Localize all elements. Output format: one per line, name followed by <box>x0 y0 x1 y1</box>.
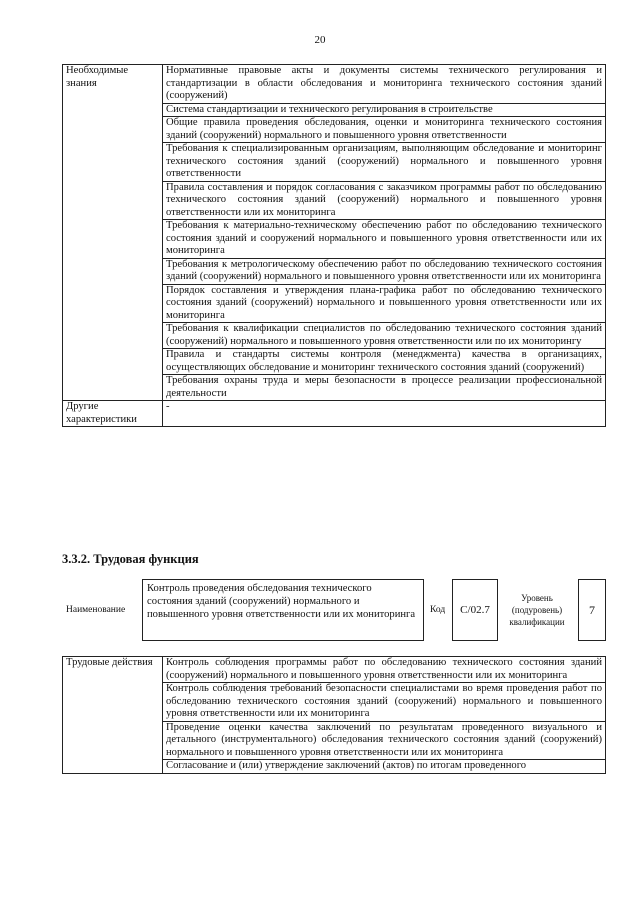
knowledge-row: Система стандартизации и технического регулирования в строительстве <box>163 103 606 117</box>
function-code-value: C/02.7 <box>452 579 498 641</box>
knowledge-row: Требования к метрологическому обеспечению работ по обследованию технического состояния зданий (сооружений) нормального и повышенного уровня ответственности или их мониторинга <box>163 258 606 284</box>
knowledge-row: Общие правила проведения обследования, оценки и мониторинга технического состояния зданий (сооружений) нормального и повышенного уровня ответственности <box>163 117 606 143</box>
other-characteristics-label: Другие характеристики <box>63 401 163 427</box>
level-value: 7 <box>578 579 606 641</box>
function-name-value: Контроль проведения обследования технического состояния зданий (сооружений) нормального и повышенного уровня ответственности или их мониторинга <box>142 579 424 641</box>
action-row: Проведение оценки качества заключений по результатам проведенного визуального и детального (инструментального) обследования технического состояния зданий (сооружений) нормального и повышенного уровня ответственности или их мониторинга <box>163 721 606 760</box>
name-label: Наименование <box>66 605 126 615</box>
knowledge-table <box>62 64 606 427</box>
page-number: 20 <box>314 34 326 46</box>
code-label: Код <box>430 605 446 615</box>
actions-table <box>62 656 606 774</box>
section-title: 3.3.2. Трудовая функция <box>62 552 199 566</box>
other-characteristics-value: - <box>163 401 606 427</box>
knowledge-row: Нормативные правовые акты и документы системы технического регулирования и стандартизации в области обследования и мониторинга технического состояния зданий (сооружений) <box>163 65 606 104</box>
action-row: Согласование и (или) утверждение заключений (актов) по итогам проведенного <box>163 760 606 774</box>
action-row: Контроль соблюдения программы работ по обследованию технического состояния зданий (сооружений) нормального и повышенного уровня ответственности или их мониторинга <box>163 657 606 683</box>
knowledge-row: Правила и стандарты системы контроля (менеджмента) качества в организациях, осуществляющих обследование и мониторинг технического состояния зданий (сооружений) <box>163 349 606 375</box>
knowledge-row: Правила составления и порядок согласования с заказчиком программы работ по обследованию технического состояния зданий (сооружений) нормального и повышенного уровня ответственности или их мониторинга <box>163 181 606 220</box>
action-row: Контроль соблюдения требований безопасности специалистами во время проведения работ по обследованию технического состояния зданий (сооружений) нормального и повышенного уровня ответственности или их мониторинга <box>163 683 606 722</box>
knowledge-label: Необходимые знания <box>63 65 163 401</box>
knowledge-row: Требования охраны труда и меры безопасности в процессе реализации профессиональной деятельности <box>163 375 606 401</box>
knowledge-row: Порядок составления и утверждения плана-графика работ по обследованию технического состояния зданий (сооружений) нормального и повышенного уровня ответственности или их мониторинга <box>163 284 606 323</box>
knowledge-row: Требования к материально-техническому обеспечению работ по обследованию технического состояния зданий и сооружений нормального и повышенного уровня ответственности или их мониторинга <box>163 220 606 259</box>
level-label: Уровень (подуровень) квалификации <box>509 593 565 627</box>
actions-label: Трудовые действия <box>63 657 163 774</box>
function-header <box>62 579 606 641</box>
knowledge-row: Требования к специализированным организациям, выполняющим обследование и мониторинг технического состояния зданий (сооружений) нормального и повышенного уровня ответственности <box>163 143 606 182</box>
knowledge-row: Требования к квалификации специалистов по обследованию технического состояния зданий (сооружений) нормального и повышенного уровня ответственности или по их мониторингу <box>163 323 606 349</box>
